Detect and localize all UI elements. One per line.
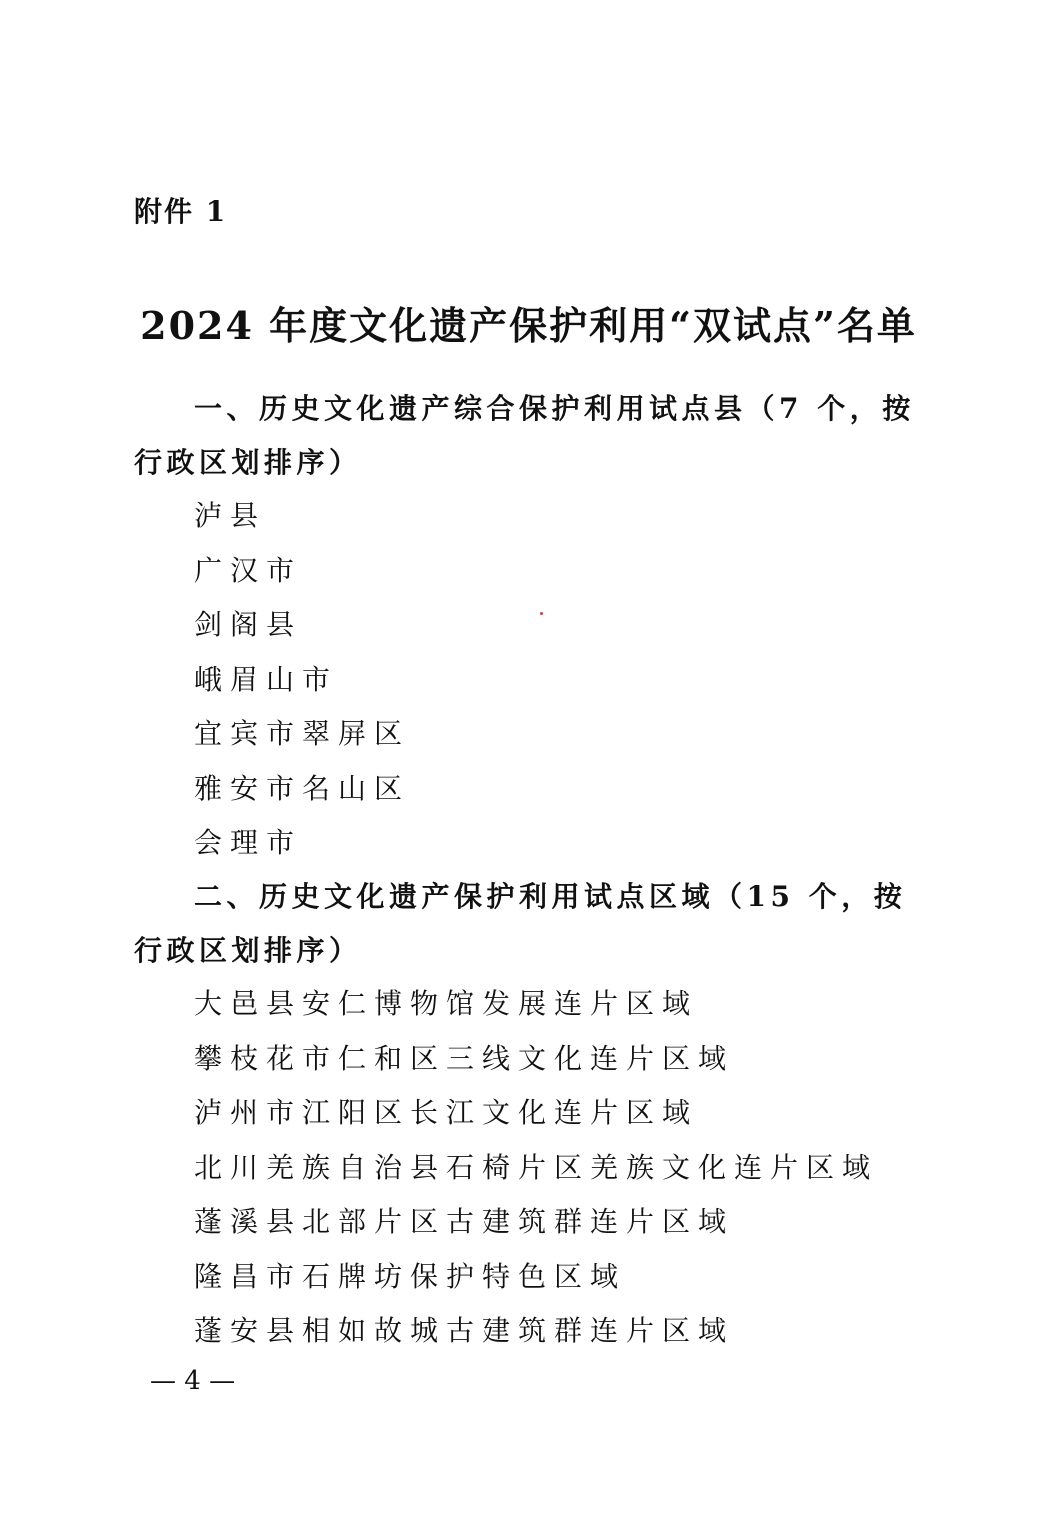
list-item: 广汉市 (194, 553, 303, 587)
section2-heading-note: （15 个，按行政区划排序） (134, 880, 907, 967)
list-item: 攀枝花市仁和区三线文化连片区域 (194, 1041, 735, 1075)
page-number: — 4 — (150, 1366, 236, 1396)
list-item: 蓬溪县北部片区古建筑群连片区域 (194, 1205, 735, 1238)
section1-heading-text: 一、历史文化遗产综合保护利用试点县 (194, 392, 747, 425)
list-item: 会理市 (194, 826, 303, 859)
list-item: 蓬安县相如故城古建筑群连片区域 (194, 1314, 735, 1347)
section2-list (194, 977, 878, 1359)
attachment-label: 附件 1 (134, 195, 228, 228)
scan-speck (540, 612, 543, 615)
document-title: 2024 年度文化遗产保护利用“双试点”名单 (140, 303, 917, 348)
list-item: 北川羌族自治县石椅片区羌族文化连片区域 (194, 1150, 879, 1184)
section1-list (194, 489, 410, 871)
list-item: 峨眉山市 (194, 662, 339, 696)
section1-heading (134, 382, 934, 490)
section1-heading-note: （7 个，按行政区划排序） (134, 392, 915, 479)
list-item: 宜宾市翠屏区 (194, 717, 411, 750)
section2-heading (134, 870, 934, 978)
list-item: 大邑县安仁博物馆发展连片区域 (194, 987, 699, 1020)
list-item: 雅安市名山区 (194, 771, 411, 805)
list-item: 剑阁县 (194, 608, 303, 641)
list-item: 泸州市江阳区长江文化连片区域 (194, 1096, 699, 1129)
section2-heading-text: 二、历史文化遗产保护利用试点区域 (194, 880, 715, 913)
list-item: 隆昌市石牌坊保护特色区域 (194, 1259, 627, 1293)
list-item: 泸县 (194, 499, 267, 532)
